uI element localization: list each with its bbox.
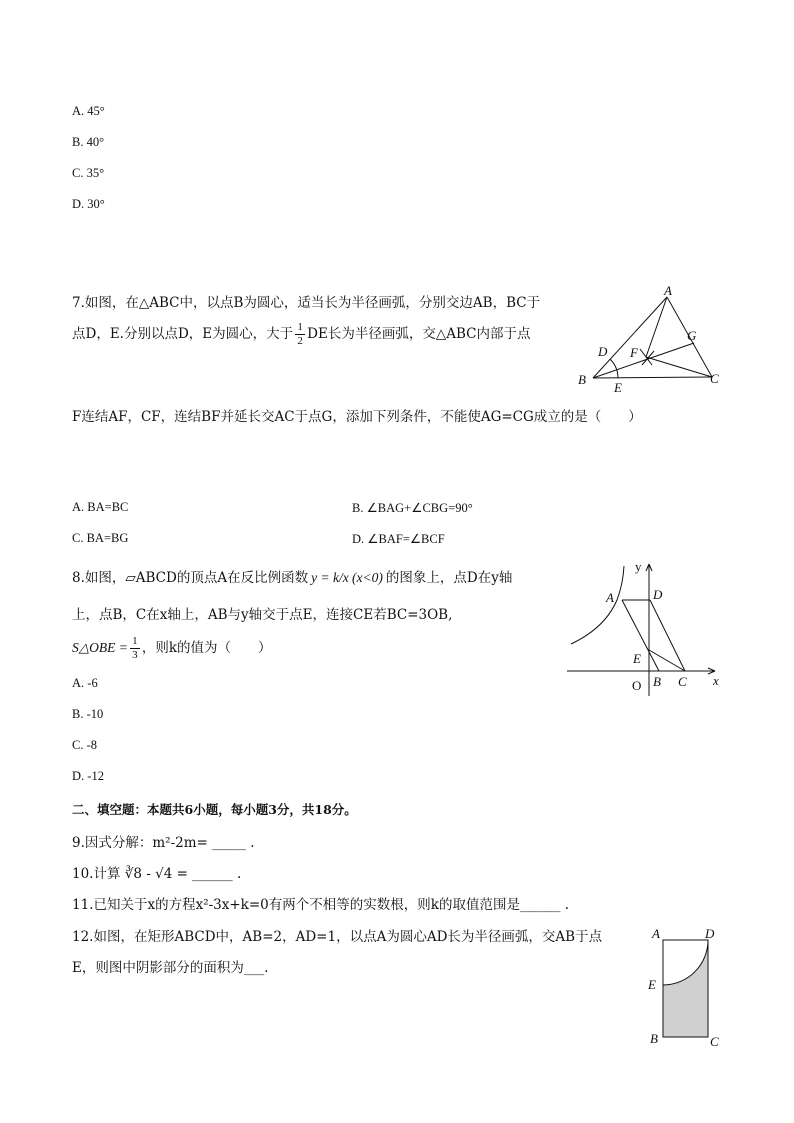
q8-line1-b: 的图象上，点D在y轴 [385, 570, 513, 586]
q8-frac-num: 1 [132, 635, 138, 647]
q8-option-d: D. -12 [72, 769, 104, 783]
q12-label-e: E [648, 977, 656, 992]
q8-line3-b: ，则k的值为（ ） [141, 640, 272, 656]
section-2-heading: 二、填空题：本题共6小题，每小题3分，共18分。 [72, 802, 357, 817]
q8-coordinate-figure [565, 558, 735, 698]
q8-label-b: B [653, 674, 661, 689]
q12-line2: E，则图中阴影部分的面积为___. [72, 960, 269, 976]
q12-label-a: A [652, 926, 660, 941]
q7-option-a: A. BA=BC [72, 500, 129, 514]
q7-option-d: D. ∠BAF=∠BCF [352, 532, 445, 546]
q8-label-y: y [635, 559, 642, 574]
q11-text: 11.已知关于x的方程x²-3x+k=0有两个不相等的实数根，则k的取值范围是______ . [72, 897, 570, 913]
q8-option-a: A. -6 [72, 676, 98, 690]
q7-line2 [72, 322, 530, 347]
q8-label-d: D [653, 587, 663, 602]
q8-formula: y = k/x (x<0) [311, 570, 383, 585]
q12-label-c: C [710, 1034, 719, 1048]
q7-frac-num: 1 [297, 321, 303, 333]
q8-label-a: A [606, 590, 614, 605]
q6-option-a: A. 45° [72, 104, 105, 118]
q7-fraction [295, 322, 305, 347]
q7-label-b: B [578, 372, 586, 387]
q8-option-b: B. -10 [72, 707, 104, 721]
q10-text: 10.计算 ∛8 - √4 = ______ . [72, 866, 242, 882]
q8-fraction [130, 636, 140, 661]
q7-label-d: D [598, 344, 608, 359]
q7-line2-b: DE长为半径画弧，交△ABC内部于点 [307, 326, 531, 342]
q12-line1: 12.如图，在矩形ABCD中，AB=2，AD=1，以点A为圆心AD长为半径画弧，交AB于点 [72, 929, 603, 945]
q12-label-b: B [650, 1031, 658, 1046]
q8-line2: 上，点B，C在x轴上，AB与y轴交于点E，连接CE若BC=3OB, [72, 607, 453, 623]
q8-frac-den: 3 [132, 649, 138, 661]
q8-line1 [72, 566, 512, 586]
q7-label-f: F [630, 345, 638, 360]
q7-triangle-figure [570, 285, 730, 397]
q7-line1: 7.如图，在△ABC中，以点B为圆心，适当长为半径画弧，分别交边AB，BC于 [72, 295, 541, 311]
q6-option-b: B. 40° [72, 135, 105, 149]
q7-option-b: B. ∠BAG+∠CBG=90° [352, 501, 473, 515]
q7-label-e: E [614, 380, 622, 395]
q6-option-d: D. 30° [72, 197, 105, 211]
q7-option-c: C. BA=BG [72, 531, 129, 545]
q9-text: 9.因式分解：m²-2m= _____ . [72, 835, 255, 851]
q8-label-o: O [632, 678, 642, 693]
q8-option-c: C. -8 [72, 738, 97, 752]
q12-rectangle-figure [644, 924, 728, 1048]
q7-line2-a: 点D，E.分别以点D，E为圆心，大于 [72, 326, 294, 342]
q8-area-expression: S△OBE = [72, 640, 128, 655]
q7-label-g: G [687, 328, 697, 343]
q7-label-c: C [710, 371, 719, 386]
q8-line3 [72, 636, 272, 661]
q8-label-e: E [633, 651, 641, 666]
q8-label-x: x [713, 673, 719, 688]
q8-label-c: C [678, 674, 687, 689]
q7-line3: F连结AF，CF，连结BF并延长交AC于点G，添加下列条件，不能使AG=CG成立的是（ ） [72, 409, 642, 425]
q12-label-d: D [705, 926, 715, 941]
q6-option-c: C. 35° [72, 166, 105, 180]
q8-line1-a: 8.如图，▱ABCD的顶点A在反比例函数 [72, 570, 309, 586]
q7-frac-den: 2 [297, 335, 303, 347]
q7-label-a: A [664, 285, 672, 298]
